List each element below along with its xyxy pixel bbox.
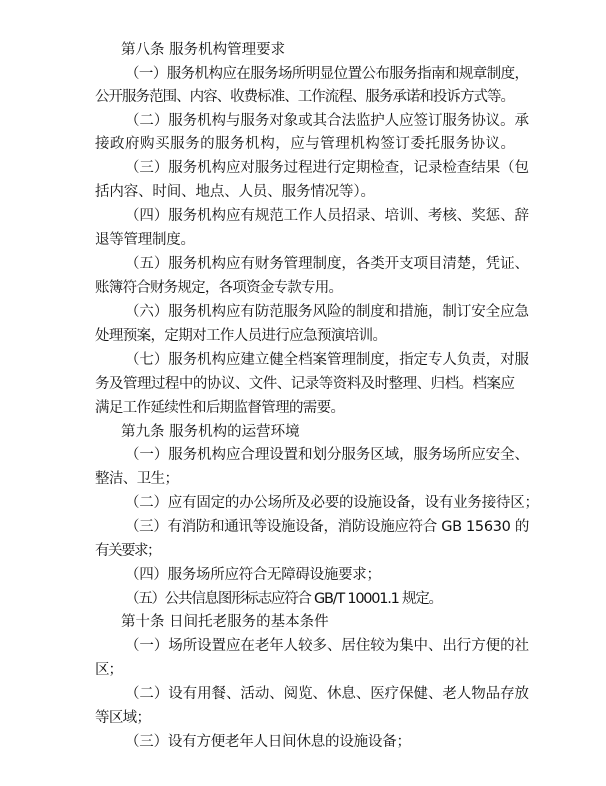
paragraph-line: （六）服务机构应有防范服务风险的制度和措施，制订安全应急 (125, 304, 529, 320)
paragraph-continuation-line: 有关要求； (95, 543, 160, 559)
article-heading: 第九条 服务机构的运营环境 (121, 424, 300, 440)
paragraph-line: （二）应有固定的办公场所及必要的设施设备，设有业务接待区； (125, 495, 539, 511)
paragraph-continuation-line: 退等管理制度。 (95, 232, 195, 248)
paragraph-line: （五）公共信息图形标志应符合 GB/T 10001.1 规定。 (125, 591, 442, 607)
paragraph-continuation-line: 公开服务范围、内容、收费标准、工作流程、服务承诺和投诉方式等。 (95, 89, 515, 105)
paragraph-line: （三）服务机构应对服务过程进行定期检查，记录检查结果（包 (125, 160, 529, 176)
paragraph-continuation-line: 账簿符合财务规定，各项资金专款专用。 (95, 280, 343, 296)
article-heading: 第十条 日间托老服务的基本条件 (121, 614, 329, 630)
article-heading: 第八条 服务机构管理要求 (121, 42, 286, 58)
paragraph-line: （二）设有用餐、活动、阅览、休息、医疗保健、老人物品存放 (125, 686, 529, 702)
paragraph-line: （五）服务机构应有财务管理制度，各类开支项目清楚，凭证、 (125, 256, 529, 272)
paragraph-line: （四）服务场所应符合无障碍设施要求； (125, 567, 381, 583)
paragraph-continuation-line: 满足工作延续性和后期监督管理的需要。 (95, 400, 345, 416)
paragraph-continuation-line: 整洁、卫生； (95, 471, 179, 487)
paragraph-continuation-line: 接政府购买服务的服务机构，应与管理机构签订委托服务协议。 (95, 136, 516, 152)
paragraph-line: （一）服务机构应在服务场所明显位置公布服务指南和规章制度， (125, 66, 529, 82)
paragraph-continuation-line: 括内容、时间、地点、人员、服务情况等）。 (95, 184, 375, 200)
paragraph-line: （三）有消防和通讯等设施设备，消防设施应符合 GB 15630 的 (125, 519, 529, 535)
paragraph-line: （二）服务机构与服务对象或其合法监护人应签订服务协议。承 (125, 113, 529, 129)
paragraph-line: （一）场所设置应在老年人较多、居住较为集中、出行方便的社 (125, 638, 529, 654)
paragraph-line: （七）服务机构应建立健全档案管理制度，指定专人负责，对服 (125, 352, 529, 368)
paragraph-continuation-line: 区； (95, 662, 122, 678)
paragraph-line: （一）服务机构应合理设置和划分服务区域，服务场所应安全、 (125, 447, 529, 463)
paragraph-continuation-line: 等区域； (95, 710, 151, 726)
paragraph-continuation-line: 务及管理过程中的协议、文件、记录等资料及时整理、归档。档案应 (95, 376, 515, 392)
paragraph-line: （四）服务机构应有规范工作人员招录、培训、考核、奖惩、辞 (125, 208, 529, 224)
paragraph-continuation-line: 处理预案，定期对工作人员进行应急预演培训。 (95, 328, 387, 344)
paragraph-line: （三）设有方便老年人日间休息的设施设备； (125, 734, 411, 750)
